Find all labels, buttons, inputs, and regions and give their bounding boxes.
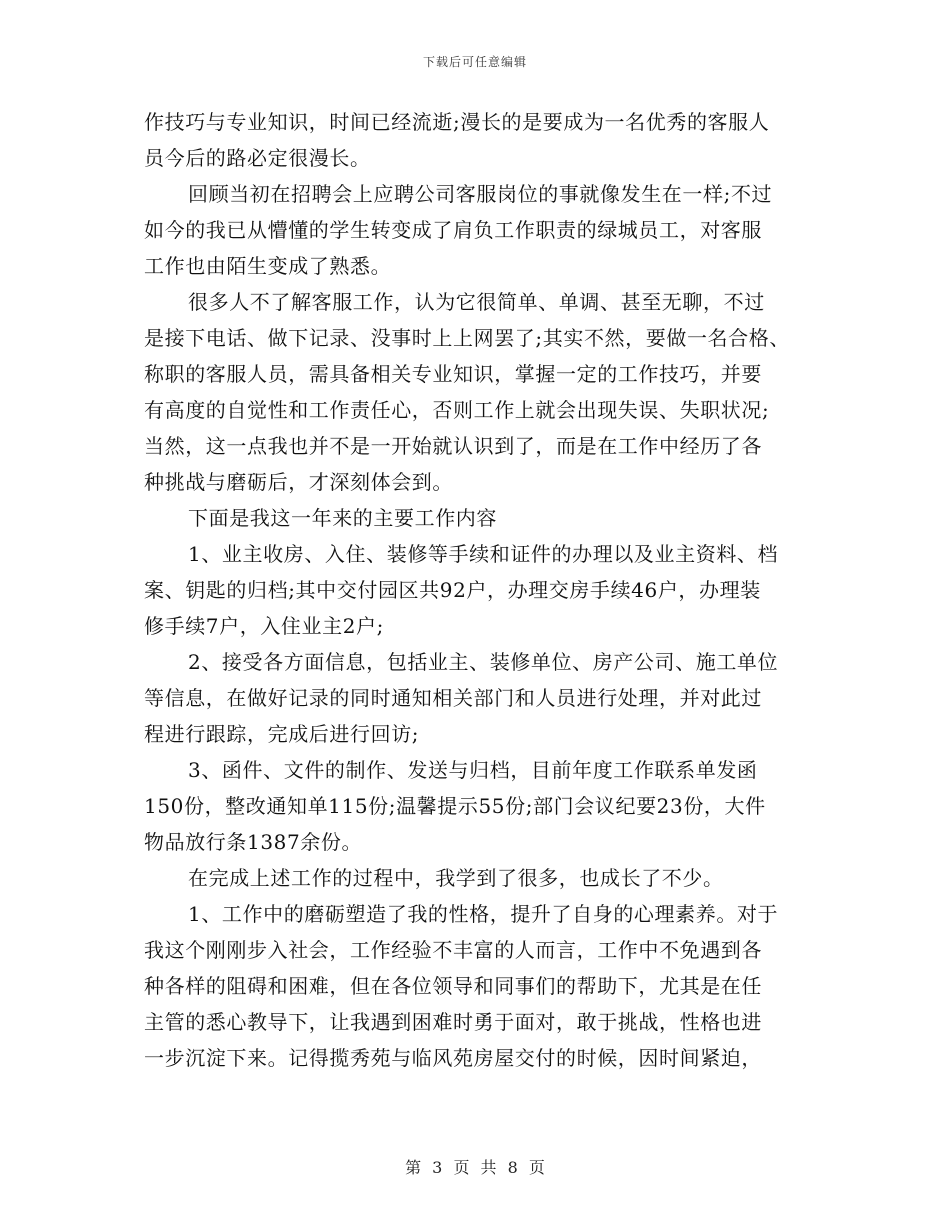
page-footer: 第 3 页 共 8 页	[405, 1158, 545, 1177]
paragraph-line: 修手续7户，入住业主2户;	[144, 614, 384, 638]
paragraph-line: 是接下电话、做下记录、没事时上上网罢了;其实不然，要做一名合格、	[144, 326, 790, 350]
paragraph-first-line: 1、业主收房、入住、装修等手续和证件的办理以及业主资料、档	[188, 542, 779, 566]
paragraph-line: 案、钥匙的归档;其中交付园区共92户，办理交房手续46户，办理装	[144, 578, 761, 602]
document-body	[144, 104, 814, 1076]
paragraph-line: 主管的悉心教导下，让我遇到困难时勇于面对，敢于挑战，性格也进	[144, 1010, 762, 1034]
paragraph-first-line: 1、工作中的磨砺塑造了我的性格，提升了自身的心理素养。对于	[188, 902, 779, 926]
paragraph-first-line: 回顾当初在招聘会上应聘公司客服岗位的事就像发生在一样;不过	[188, 182, 773, 206]
paragraph-first-line: 下面是我这一年来的主要工作内容	[188, 506, 497, 530]
paragraph-line: 作技巧与专业知识，时间已经流逝;漫长的是要成为一名优秀的客服人	[144, 110, 770, 134]
paragraph-line: 一步沉淀下来。记得揽秀苑与临风苑房屋交付的时候，因时间紧迫，	[144, 1046, 762, 1070]
paragraph-first-line: 在完成上述工作的过程中，我学到了很多，也成长了不少。	[188, 866, 724, 890]
paragraph-line: 程进行跟踪，完成后进行回访;	[144, 722, 420, 746]
paragraph-line: 150份，整改通知单115份;温馨提示55份;部门会议纪要23份，大件	[144, 794, 766, 818]
paragraph-line: 员今后的路必定很漫长。	[144, 146, 371, 170]
paragraph-first-line: 2、接受各方面信息，包括业主、装修单位、房产公司、施工单位	[188, 650, 779, 674]
page-header: 下载后可任意编辑	[422, 55, 527, 69]
paragraph-line: 我这个刚刚步入社会，工作经验不丰富的人而言，工作中不免遇到各	[144, 938, 762, 962]
paragraph-line: 工作也由陌生变成了熟悉。	[144, 254, 392, 278]
paragraph-first-line: 3、函件、文件的制作、发送与归档，目前年度工作联系单发函	[188, 758, 758, 782]
paragraph-line: 种各样的阻碍和困难，但在各位领导和同事们的帮助下，尤其是在任	[144, 974, 762, 998]
paragraph-line: 等信息，在做好记录的同时通知相关部门和人员进行处理，并对此过	[144, 686, 762, 710]
paragraph-line: 如今的我已从懵懂的学生转变成了肩负工作职责的绿城员工，对客服	[144, 218, 762, 242]
paragraph-line: 种挑战与磨砺后，才深刻体会到。	[144, 470, 453, 494]
paragraph-first-line: 很多人不了解客服工作，认为它很简单、单调、甚至无聊，不过	[188, 290, 765, 314]
paragraph-line: 当然，这一点我也并不是一开始就认识到了，而是在工作中经历了各	[144, 434, 762, 458]
paragraph-line: 称职的客服人员，需具备相关专业知识，掌握一定的工作技巧，并要	[144, 362, 762, 386]
paragraph-line: 有高度的自觉性和工作责任心，否则工作上就会出现失误、失职状况;	[144, 398, 770, 422]
paragraph-line: 物品放行条1387余份。	[144, 830, 363, 854]
